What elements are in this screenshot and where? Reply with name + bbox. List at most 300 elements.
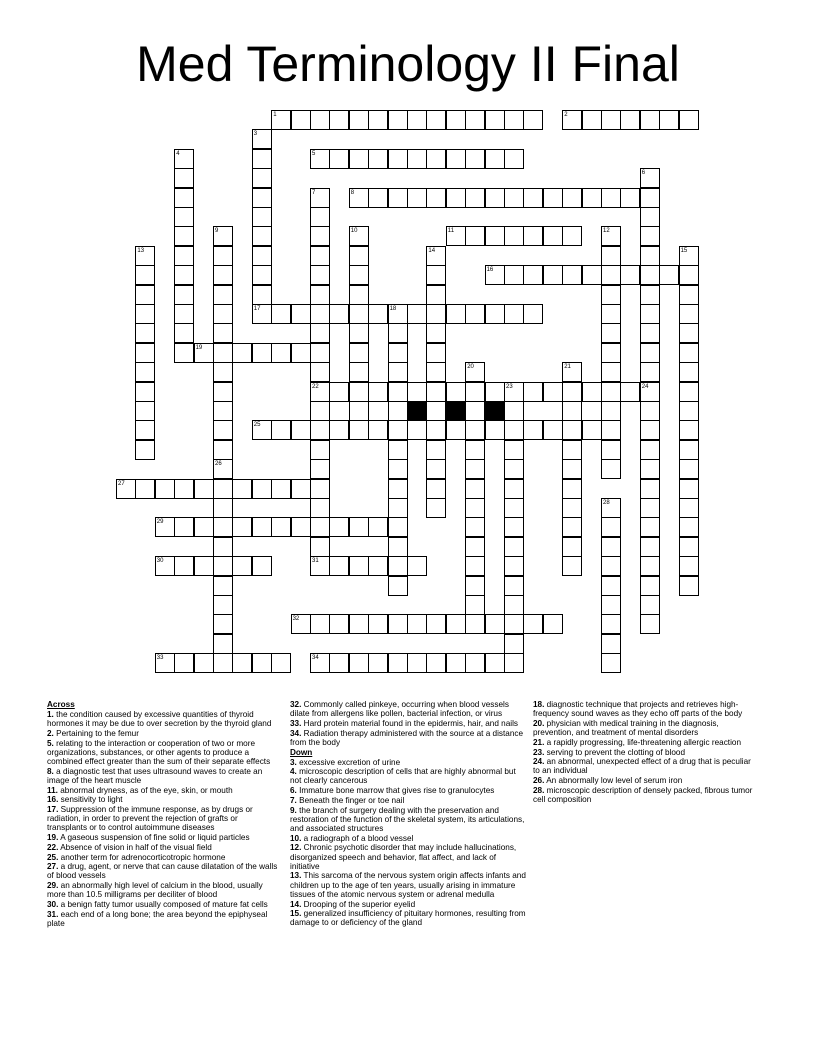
grid-cell[interactable] [485, 226, 505, 246]
grid-cell[interactable] [349, 265, 369, 285]
grid-cell[interactable] [465, 188, 485, 208]
grid-cell[interactable] [640, 576, 660, 596]
grid-cell[interactable] [426, 265, 446, 285]
grid-cell[interactable] [310, 265, 330, 285]
grid-cell[interactable] [504, 420, 524, 440]
grid-cell[interactable] [679, 343, 699, 363]
grid-cell[interactable] [679, 537, 699, 557]
grid-cell[interactable] [465, 459, 485, 479]
grid-cell[interactable] [485, 188, 505, 208]
grid-cell[interactable] [426, 304, 446, 324]
grid-cell[interactable] [562, 440, 582, 460]
grid-cell[interactable] [252, 343, 272, 363]
grid-cell[interactable] [310, 110, 330, 130]
grid-cell[interactable] [485, 614, 505, 634]
grid-cell[interactable] [582, 420, 602, 440]
grid-cell[interactable] [640, 188, 660, 208]
grid-cell[interactable] [504, 498, 524, 518]
grid-cell[interactable] [601, 285, 621, 305]
grid-cell[interactable] [640, 323, 660, 343]
grid-cell[interactable] [426, 149, 446, 169]
grid-cell[interactable] [271, 304, 291, 324]
grid-cell[interactable] [252, 226, 272, 246]
grid-cell[interactable] [465, 110, 485, 130]
grid-cell[interactable] [388, 149, 408, 169]
grid-cell[interactable] [174, 226, 194, 246]
grid-cell[interactable] [504, 440, 524, 460]
grid-cell[interactable] [446, 382, 466, 402]
grid-cell[interactable] [291, 343, 311, 363]
grid-cell[interactable] [446, 653, 466, 673]
grid-cell[interactable] [388, 459, 408, 479]
grid-cell[interactable] [601, 188, 621, 208]
grid-cell[interactable] [174, 653, 194, 673]
grid-cell[interactable] [504, 459, 524, 479]
grid-cell[interactable] [620, 382, 640, 402]
grid-cell[interactable] [388, 614, 408, 634]
grid-cell[interactable] [659, 265, 679, 285]
grid-cell[interactable] [135, 343, 155, 363]
grid-cell[interactable] [252, 246, 272, 266]
grid-cell[interactable] [174, 188, 194, 208]
grid-cell[interactable] [388, 576, 408, 596]
grid-cell[interactable] [349, 382, 369, 402]
grid-cell[interactable] [523, 265, 543, 285]
grid-cell[interactable] [523, 420, 543, 440]
grid-cell[interactable] [446, 149, 466, 169]
grid-cell[interactable] [310, 343, 330, 363]
grid-cell[interactable] [174, 479, 194, 499]
grid-cell[interactable] [388, 188, 408, 208]
grid-cell[interactable] [562, 459, 582, 479]
grid-cell[interactable] [213, 595, 233, 615]
grid-cell[interactable] [349, 343, 369, 363]
grid-cell[interactable] [679, 420, 699, 440]
grid-cell[interactable] [562, 226, 582, 246]
grid-cell[interactable] [582, 265, 602, 285]
grid-cell[interactable] [601, 246, 621, 266]
grid-cell[interactable] [562, 498, 582, 518]
grid-cell[interactable] [174, 168, 194, 188]
grid-cell[interactable] [426, 498, 446, 518]
grid-cell[interactable] [291, 517, 311, 537]
grid-cell[interactable] [640, 498, 660, 518]
grid-cell[interactable] [504, 634, 524, 654]
grid-cell[interactable] [310, 226, 330, 246]
grid-cell[interactable] [601, 614, 621, 634]
grid-cell[interactable] [232, 479, 252, 499]
grid-cell[interactable] [679, 110, 699, 130]
grid-cell[interactable] [135, 304, 155, 324]
grid-cell[interactable] [601, 265, 621, 285]
grid-cell[interactable] [407, 382, 427, 402]
grid-cell[interactable] [523, 110, 543, 130]
grid-cell[interactable] [174, 246, 194, 266]
grid-cell[interactable] [194, 479, 214, 499]
grid-cell[interactable] [329, 517, 349, 537]
grid-cell[interactable] [679, 265, 699, 285]
grid-cell[interactable] [349, 420, 369, 440]
grid-cell[interactable] [426, 420, 446, 440]
grid-cell[interactable] [601, 362, 621, 382]
grid-cell[interactable] [349, 517, 369, 537]
grid-cell[interactable] [679, 285, 699, 305]
grid-cell[interactable] [310, 323, 330, 343]
grid-cell[interactable] [582, 188, 602, 208]
grid-cell[interactable] [562, 517, 582, 537]
grid-cell[interactable] [640, 440, 660, 460]
grid-cell[interactable] [504, 149, 524, 169]
grid-cell[interactable] [368, 653, 388, 673]
grid-cell[interactable] [601, 110, 621, 130]
grid-cell[interactable] [368, 517, 388, 537]
grid-cell[interactable] [155, 479, 175, 499]
grid-cell[interactable] [504, 614, 524, 634]
grid-cell[interactable] [465, 653, 485, 673]
grid-cell[interactable] [135, 265, 155, 285]
grid-cell[interactable] [329, 420, 349, 440]
grid-cell[interactable] [601, 382, 621, 402]
grid-cell[interactable] [465, 517, 485, 537]
grid-cell[interactable] [291, 479, 311, 499]
grid-cell[interactable] [368, 304, 388, 324]
grid-cell[interactable] [446, 188, 466, 208]
grid-cell[interactable] [601, 304, 621, 324]
grid-cell[interactable] [562, 188, 582, 208]
grid-cell[interactable] [213, 498, 233, 518]
grid-cell[interactable] [271, 517, 291, 537]
grid-cell[interactable] [349, 285, 369, 305]
grid-cell[interactable] [252, 188, 272, 208]
grid-cell[interactable] [213, 614, 233, 634]
grid-cell[interactable] [252, 285, 272, 305]
grid-cell[interactable] [465, 420, 485, 440]
grid-cell[interactable] [213, 362, 233, 382]
grid-cell[interactable] [174, 265, 194, 285]
grid-cell[interactable] [368, 382, 388, 402]
grid-cell[interactable] [349, 246, 369, 266]
grid-cell[interactable] [582, 110, 602, 130]
grid-cell[interactable] [562, 265, 582, 285]
grid-cell[interactable] [174, 285, 194, 305]
grid-cell[interactable] [679, 556, 699, 576]
grid-cell[interactable] [465, 576, 485, 596]
grid-cell[interactable] [388, 653, 408, 673]
grid-cell[interactable] [582, 382, 602, 402]
grid-cell[interactable] [504, 304, 524, 324]
grid-cell[interactable] [349, 653, 369, 673]
grid-cell[interactable] [504, 556, 524, 576]
grid-cell[interactable] [659, 110, 679, 130]
grid-cell[interactable] [504, 188, 524, 208]
grid-cell[interactable] [601, 556, 621, 576]
grid-cell[interactable] [640, 556, 660, 576]
grid-cell[interactable] [213, 556, 233, 576]
grid-cell[interactable] [329, 110, 349, 130]
grid-cell[interactable] [349, 614, 369, 634]
grid-cell[interactable] [174, 323, 194, 343]
grid-cell[interactable] [213, 343, 233, 363]
grid-cell[interactable] [679, 576, 699, 596]
grid-cell[interactable] [465, 498, 485, 518]
grid-cell[interactable] [174, 517, 194, 537]
grid-cell[interactable] [368, 110, 388, 130]
grid-cell[interactable] [485, 110, 505, 130]
grid-cell[interactable] [679, 382, 699, 402]
grid-cell[interactable] [465, 440, 485, 460]
grid-cell[interactable] [485, 653, 505, 673]
grid-cell[interactable] [640, 226, 660, 246]
grid-cell[interactable] [368, 149, 388, 169]
grid-cell[interactable] [194, 556, 214, 576]
grid-cell[interactable] [601, 401, 621, 421]
grid-cell[interactable] [194, 653, 214, 673]
grid-cell[interactable] [213, 537, 233, 557]
grid-cell[interactable] [135, 285, 155, 305]
grid-cell[interactable] [174, 304, 194, 324]
grid-cell[interactable] [465, 149, 485, 169]
grid-cell[interactable] [368, 188, 388, 208]
grid-cell[interactable] [679, 517, 699, 537]
grid-cell[interactable] [310, 246, 330, 266]
grid-cell[interactable] [601, 595, 621, 615]
grid-cell[interactable] [485, 304, 505, 324]
grid-cell[interactable] [213, 265, 233, 285]
grid-cell[interactable] [679, 362, 699, 382]
grid-cell[interactable] [426, 323, 446, 343]
grid-cell[interactable] [252, 556, 272, 576]
grid-cell[interactable] [388, 343, 408, 363]
grid-cell[interactable] [310, 537, 330, 557]
grid-cell[interactable] [310, 420, 330, 440]
grid-cell[interactable] [271, 479, 291, 499]
grid-cell[interactable] [640, 537, 660, 557]
grid-cell[interactable] [407, 653, 427, 673]
grid-cell[interactable] [543, 420, 563, 440]
grid-cell[interactable] [601, 517, 621, 537]
grid-cell[interactable] [679, 479, 699, 499]
grid-cell[interactable] [504, 595, 524, 615]
grid-cell[interactable] [329, 149, 349, 169]
grid-cell[interactable] [388, 440, 408, 460]
grid-cell[interactable] [485, 149, 505, 169]
grid-cell[interactable] [640, 343, 660, 363]
grid-cell[interactable] [601, 343, 621, 363]
grid-cell[interactable] [640, 479, 660, 499]
grid-cell[interactable] [426, 459, 446, 479]
grid-cell[interactable] [407, 614, 427, 634]
grid-cell[interactable] [504, 110, 524, 130]
grid-cell[interactable] [640, 420, 660, 440]
grid-cell[interactable] [679, 498, 699, 518]
grid-cell[interactable] [601, 420, 621, 440]
grid-cell[interactable] [426, 188, 446, 208]
grid-cell[interactable] [640, 614, 660, 634]
grid-cell[interactable] [213, 479, 233, 499]
grid-cell[interactable] [562, 537, 582, 557]
grid-cell[interactable] [601, 653, 621, 673]
grid-cell[interactable] [426, 343, 446, 363]
grid-cell[interactable] [291, 110, 311, 130]
grid-cell[interactable] [213, 382, 233, 402]
grid-cell[interactable] [504, 653, 524, 673]
grid-cell[interactable] [174, 556, 194, 576]
grid-cell[interactable] [271, 653, 291, 673]
grid-cell[interactable] [562, 382, 582, 402]
grid-cell[interactable] [601, 440, 621, 460]
grid-cell[interactable] [601, 634, 621, 654]
grid-cell[interactable] [388, 401, 408, 421]
grid-cell[interactable] [174, 343, 194, 363]
grid-cell[interactable] [349, 149, 369, 169]
grid-cell[interactable] [640, 362, 660, 382]
grid-cell[interactable] [310, 362, 330, 382]
grid-cell[interactable] [349, 362, 369, 382]
grid-cell[interactable] [640, 246, 660, 266]
grid-cell[interactable] [310, 479, 330, 499]
grid-cell[interactable] [620, 188, 640, 208]
grid-cell[interactable] [640, 207, 660, 227]
grid-cell[interactable] [465, 479, 485, 499]
grid-cell[interactable] [252, 479, 272, 499]
grid-cell[interactable] [388, 110, 408, 130]
grid-cell[interactable] [213, 323, 233, 343]
grid-cell[interactable] [252, 207, 272, 227]
grid-cell[interactable] [135, 440, 155, 460]
grid-cell[interactable] [310, 614, 330, 634]
grid-cell[interactable] [213, 576, 233, 596]
grid-cell[interactable] [562, 401, 582, 421]
grid-cell[interactable] [523, 226, 543, 246]
grid-cell[interactable] [446, 110, 466, 130]
grid-cell[interactable] [446, 304, 466, 324]
grid-cell[interactable] [679, 459, 699, 479]
grid-cell[interactable] [174, 207, 194, 227]
grid-cell[interactable] [368, 614, 388, 634]
grid-cell[interactable] [426, 614, 446, 634]
grid-cell[interactable] [485, 382, 505, 402]
grid-cell[interactable] [329, 614, 349, 634]
grid-cell[interactable] [620, 110, 640, 130]
grid-cell[interactable] [640, 459, 660, 479]
grid-cell[interactable] [465, 382, 485, 402]
grid-cell[interactable] [465, 537, 485, 557]
grid-cell[interactable] [426, 285, 446, 305]
grid-cell[interactable] [310, 459, 330, 479]
grid-cell[interactable] [349, 401, 369, 421]
grid-cell[interactable] [426, 653, 446, 673]
grid-cell[interactable] [523, 304, 543, 324]
grid-cell[interactable] [329, 556, 349, 576]
grid-cell[interactable] [291, 304, 311, 324]
grid-cell[interactable] [310, 401, 330, 421]
grid-cell[interactable] [349, 110, 369, 130]
grid-cell[interactable] [679, 401, 699, 421]
grid-cell[interactable] [213, 285, 233, 305]
grid-cell[interactable] [465, 595, 485, 615]
grid-cell[interactable] [426, 440, 446, 460]
grid-cell[interactable] [543, 614, 563, 634]
grid-cell[interactable] [194, 517, 214, 537]
grid-cell[interactable] [426, 382, 446, 402]
grid-cell[interactable] [213, 653, 233, 673]
grid-cell[interactable] [252, 653, 272, 673]
grid-cell[interactable] [388, 382, 408, 402]
grid-cell[interactable] [329, 653, 349, 673]
grid-cell[interactable] [252, 517, 272, 537]
grid-cell[interactable] [213, 517, 233, 537]
grid-cell[interactable] [368, 556, 388, 576]
grid-cell[interactable] [640, 304, 660, 324]
grid-cell[interactable] [135, 479, 155, 499]
grid-cell[interactable] [368, 420, 388, 440]
grid-cell[interactable] [407, 420, 427, 440]
grid-cell[interactable] [388, 362, 408, 382]
grid-cell[interactable] [407, 188, 427, 208]
grid-cell[interactable] [426, 362, 446, 382]
grid-cell[interactable] [213, 304, 233, 324]
grid-cell[interactable] [388, 537, 408, 557]
grid-cell[interactable] [213, 246, 233, 266]
grid-cell[interactable] [407, 304, 427, 324]
grid-cell[interactable] [504, 265, 524, 285]
grid-cell[interactable] [640, 285, 660, 305]
grid-cell[interactable] [562, 479, 582, 499]
grid-cell[interactable] [388, 323, 408, 343]
grid-cell[interactable] [232, 517, 252, 537]
grid-cell[interactable] [601, 537, 621, 557]
grid-cell[interactable] [620, 265, 640, 285]
grid-cell[interactable] [135, 382, 155, 402]
grid-cell[interactable] [213, 420, 233, 440]
grid-cell[interactable] [640, 517, 660, 537]
grid-cell[interactable] [446, 420, 466, 440]
grid-cell[interactable] [271, 343, 291, 363]
grid-cell[interactable] [426, 401, 446, 421]
grid-cell[interactable] [388, 517, 408, 537]
grid-cell[interactable] [213, 401, 233, 421]
grid-cell[interactable] [465, 304, 485, 324]
grid-cell[interactable] [310, 498, 330, 518]
grid-cell[interactable] [232, 343, 252, 363]
grid-cell[interactable] [407, 149, 427, 169]
grid-cell[interactable] [407, 556, 427, 576]
grid-cell[interactable] [213, 634, 233, 654]
grid-cell[interactable] [601, 323, 621, 343]
grid-cell[interactable] [310, 207, 330, 227]
grid-cell[interactable] [543, 188, 563, 208]
grid-cell[interactable] [426, 110, 446, 130]
grid-cell[interactable] [407, 110, 427, 130]
grid-cell[interactable] [388, 420, 408, 440]
grid-cell[interactable] [388, 498, 408, 518]
grid-cell[interactable] [135, 362, 155, 382]
grid-cell[interactable] [465, 226, 485, 246]
grid-cell[interactable] [601, 576, 621, 596]
grid-cell[interactable] [523, 614, 543, 634]
grid-cell[interactable] [349, 304, 369, 324]
grid-cell[interactable] [504, 479, 524, 499]
grid-cell[interactable] [135, 401, 155, 421]
grid-cell[interactable] [310, 440, 330, 460]
grid-cell[interactable] [543, 382, 563, 402]
grid-cell[interactable] [232, 653, 252, 673]
grid-cell[interactable] [388, 479, 408, 499]
grid-cell[interactable] [504, 537, 524, 557]
grid-cell[interactable] [310, 304, 330, 324]
grid-cell[interactable] [446, 614, 466, 634]
grid-cell[interactable] [135, 323, 155, 343]
